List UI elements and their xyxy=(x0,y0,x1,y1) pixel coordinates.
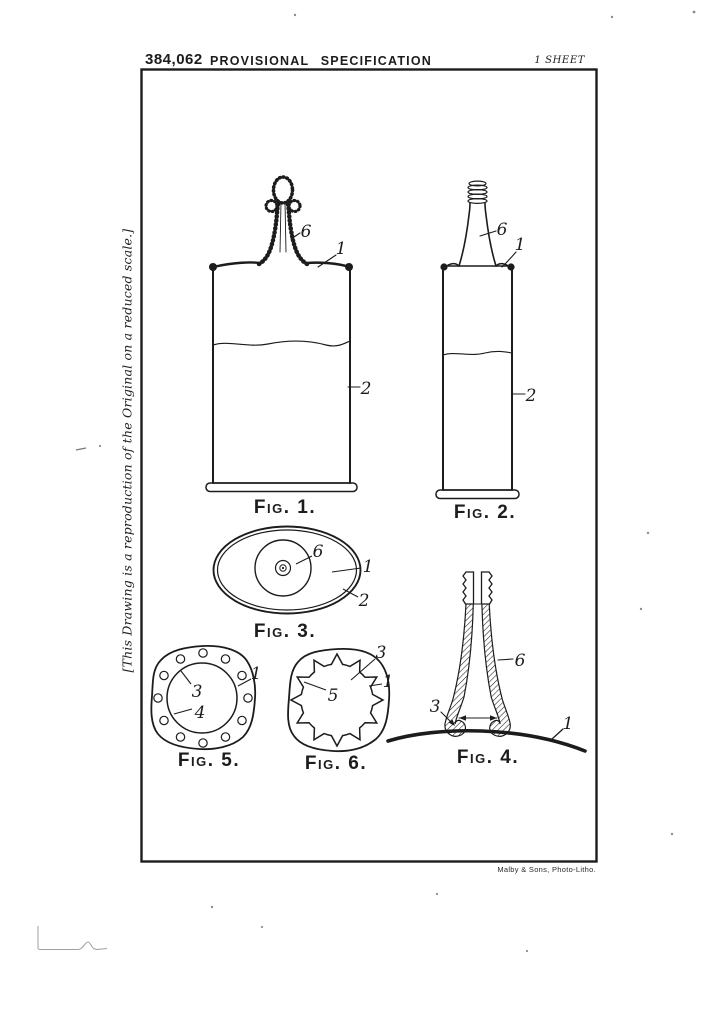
reduced-scale-note: [This Drawing is a reproduction of the Original on a reduced scale.] xyxy=(119,228,135,673)
fig3-ref-6: 6 xyxy=(312,542,324,562)
fig4-ref-3: 3 xyxy=(429,697,441,717)
fig3-caption: Fig. 3. xyxy=(253,621,317,642)
fig5-ref-1: 1 xyxy=(250,664,262,684)
fig1-nozzle xyxy=(259,177,307,264)
fig3-ref-1: 1 xyxy=(362,557,374,577)
fig6-caption: Fig. 6. xyxy=(304,753,368,774)
figure-4 xyxy=(388,572,585,768)
sheet-count-label: 1 SHEET xyxy=(534,55,585,66)
figure-6 xyxy=(288,643,393,774)
patent-number: 384,062 xyxy=(145,51,203,68)
printer-credit: Malby & Sons, Photo-Litho. xyxy=(497,865,596,874)
figure-2 xyxy=(436,181,536,523)
fig1-ref-2: 2 xyxy=(360,379,372,399)
figure-3 xyxy=(214,527,374,643)
fig6-ref-5: 5 xyxy=(327,686,339,706)
fig5-caption: Fig. 5. xyxy=(177,750,241,771)
fig2-threaded-tip xyxy=(468,181,487,203)
fig4-caption: Fig. 4. xyxy=(456,747,520,768)
fig1-ref-6: 6 xyxy=(300,222,312,242)
fig4-right-wall xyxy=(482,604,510,736)
fig4-left-wall xyxy=(445,604,473,736)
fig2-ref-6: 6 xyxy=(496,220,508,240)
figure-5 xyxy=(151,646,261,771)
fig6-ref-1: 1 xyxy=(382,672,394,692)
fig5-ref-3: 3 xyxy=(191,682,203,702)
fig2-caption: Fig. 2. xyxy=(453,502,517,523)
fig1-caption: Fig. 1. xyxy=(253,497,317,518)
drawing-frame-border xyxy=(142,70,597,862)
fig5-ref-4: 4 xyxy=(194,703,206,723)
fig4-ref-6: 6 xyxy=(514,651,526,671)
fig6-ref-3: 3 xyxy=(375,643,387,663)
figure-1 xyxy=(206,177,371,518)
document-title: PROVISIONAL SPECIFICATION xyxy=(210,54,432,68)
fig3-ref-2: 2 xyxy=(358,591,370,611)
fig4-threaded-stem xyxy=(463,572,492,604)
fig2-ref-2: 2 xyxy=(525,386,537,406)
fig1-ref-1: 1 xyxy=(335,239,347,259)
fig2-ref-1: 1 xyxy=(514,235,526,255)
fig4-ref-1: 1 xyxy=(562,714,574,734)
margin-scan-mark xyxy=(38,926,107,950)
